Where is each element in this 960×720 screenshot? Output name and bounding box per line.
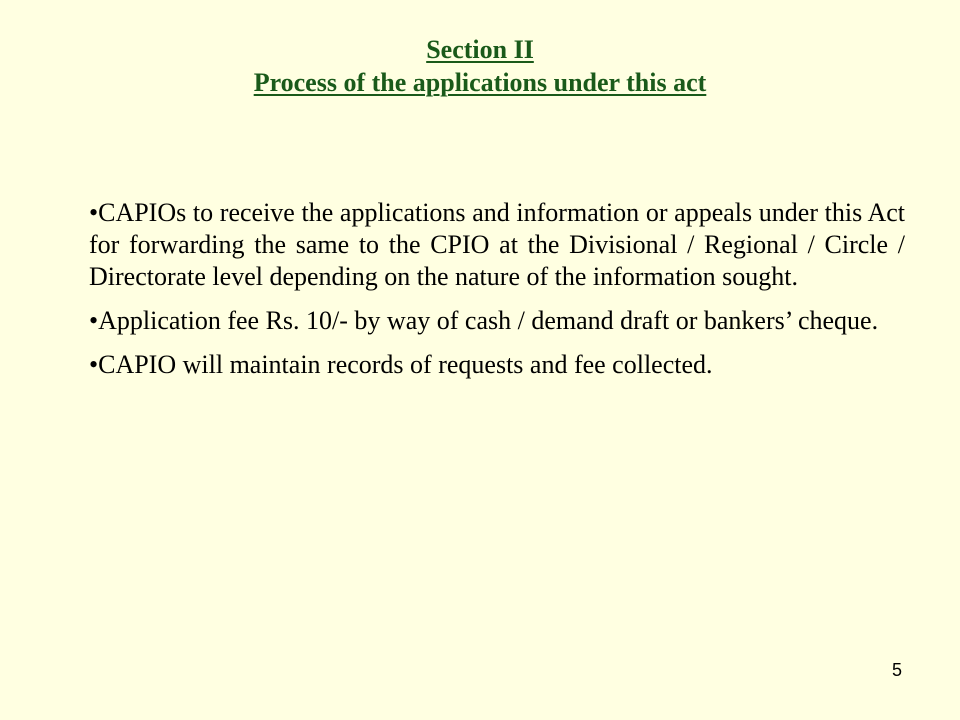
bullet-list	[89, 197, 905, 393]
bullet-item-maintain-records: •CAPIO will maintain records of requests and fee collected.	[89, 350, 713, 379]
section-subheading: Process of the applications under this act	[253, 68, 707, 97]
bullet-item-application-fee: •Application fee Rs. 10/- by way of cash / demand draft or bankers’ cheque.	[89, 306, 879, 335]
slide-title	[0, 33, 960, 99]
section-heading: Section II	[426, 35, 534, 64]
page-number: 5	[891, 660, 902, 680]
bullet-item-capio-receive: •CAPIOs to receive the applications and information or appeals under this Act for forwarding the same to the CPIO at the Divisional / Regional / Circle / Directorate level depending on the nature of the information sought.	[89, 198, 905, 291]
